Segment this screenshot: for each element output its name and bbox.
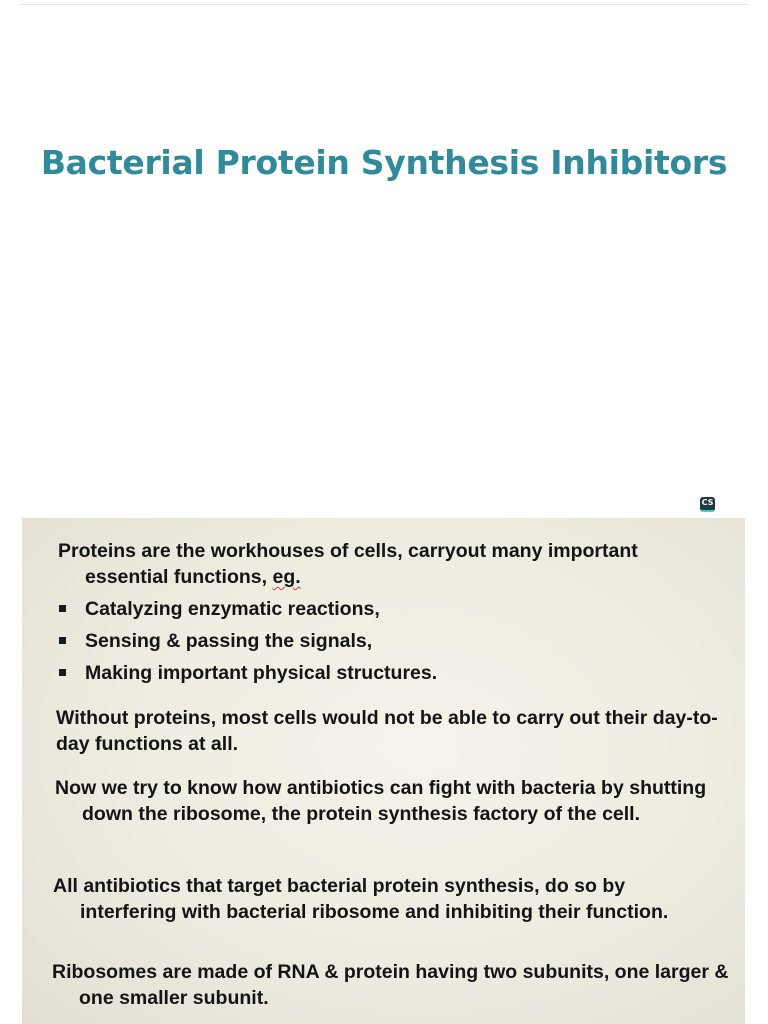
page-title: Bacterial Protein Synthesis Inhibitors bbox=[40, 143, 728, 182]
paragraph-antibiotics-ribosome: Now we try to know how antibiotics can fight with bacteria by shutting down the ribosome, the protein synthesis factory of the cell. bbox=[55, 777, 707, 825]
paragraph-all-antibiotics: All antibiotics that target bacterial protein synthesis, do so by interfering with bacterial ribosome and inhibiting their function. bbox=[53, 875, 669, 923]
intro-line-1: Proteins are the workhouses of cells, carryout many important bbox=[58, 540, 638, 562]
bullet-square-icon bbox=[59, 669, 66, 676]
bullet-square-icon bbox=[59, 605, 66, 612]
intro-eg-text: eg. bbox=[272, 566, 301, 588]
paragraph-without-proteins: Without proteins, most cells would not be able to carry out their day-to-day functions at all. bbox=[56, 707, 718, 755]
intro-paragraph bbox=[58, 538, 718, 590]
bullet-text: Catalyzing enzymatic reactions, bbox=[85, 598, 380, 620]
bullet-square-icon bbox=[59, 637, 66, 644]
bullet-text: Sensing & passing the signals, bbox=[85, 630, 373, 652]
function-bullet-list bbox=[57, 596, 437, 692]
bullet-text: Making important physical structures. bbox=[85, 662, 438, 684]
intro-line-2 bbox=[58, 566, 301, 588]
top-divider bbox=[20, 4, 748, 5]
slide-photo bbox=[22, 518, 745, 1024]
list-item bbox=[57, 628, 437, 660]
intro-line-2-text: essential functions, bbox=[85, 566, 273, 588]
paragraph-ribosomes: Ribosomes are made of RNA & protein having two subunits, one larger & one smaller subunit. bbox=[52, 961, 729, 1009]
camscanner-badge-icon: CS bbox=[700, 497, 715, 512]
list-item bbox=[57, 660, 437, 692]
list-item bbox=[57, 596, 437, 628]
